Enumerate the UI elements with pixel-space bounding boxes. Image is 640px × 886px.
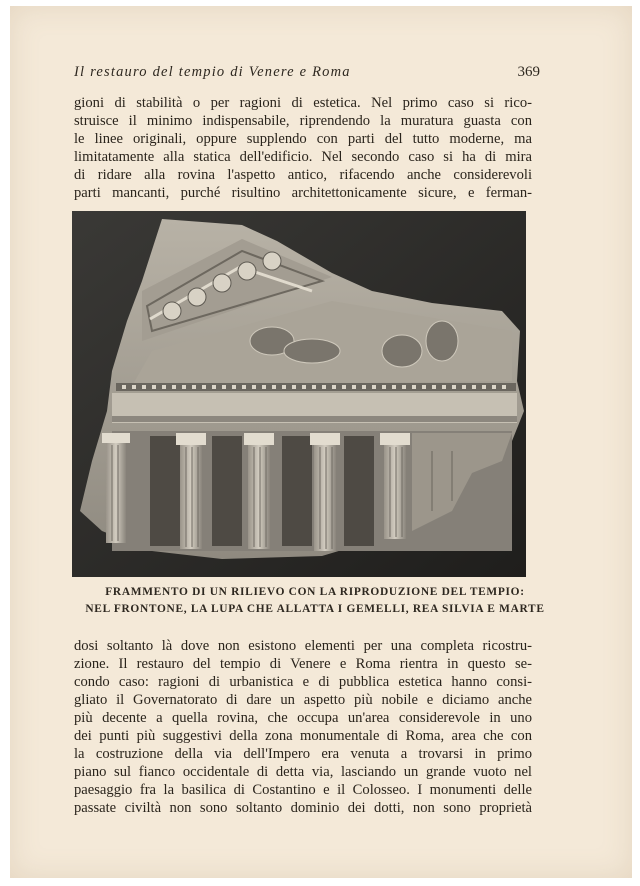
text-line: di ridare alla rovina l'aspetto antico, rifacendo anche considerevoli <box>74 167 532 183</box>
page-header <box>74 64 540 81</box>
text-line: le linee originali, oppure supplendo con parti del tutto moderne, ma <box>74 131 532 147</box>
text-line: dei punti più suggestivi della zona monumentale di Roma, area che con <box>74 728 532 744</box>
page-number: 369 <box>517 64 540 80</box>
text-line: condo caso: ragioni di urbanistica e di pubblica estetica hanno consi- <box>74 674 532 690</box>
text-line: più decente a quella rovina, che occupa un'area considerevole in uno <box>74 710 532 726</box>
text-line: limitatamente alla statica dell'edificio. Nel secondo caso si ha di mira <box>74 149 532 165</box>
running-title: Il restauro del tempio di Venere e Roma <box>74 64 351 80</box>
paragraph-bottom <box>74 637 532 817</box>
figure-caption-line-1: FRAMMENTO DI UN RILIEVO CON LA RIPRODUZIONE DEL TEMPIO: <box>105 586 525 598</box>
text-line: dosi soltanto là dove non esistono elementi per una completa ricostru- <box>74 638 532 654</box>
relief-photograph <box>72 211 526 577</box>
relief-fragment-image <box>72 211 526 577</box>
text-line: paesaggio fra la basilica di Costantino e il Colosseo. I monumenti delle <box>74 782 532 798</box>
text-line: zione. Il restauro del tempio di Venere e Roma rientra in questo se- <box>74 656 532 672</box>
paragraph-top <box>74 94 532 202</box>
text-line: parti mancanti, purché risultino architettonicamente sicure, e ferman- <box>74 185 532 201</box>
text-line: piano sul fianco occidentale di detta via, lasciando un grande vuoto nel <box>74 764 532 780</box>
text-line: la costruzione della via dell'Impero era venuta a trovarsi in primo <box>74 746 532 762</box>
figure-caption-line-2: NEL FRONTONE, LA LUPA CHE ALLATTA I GEMELLI, REA SILVIA E MARTE <box>85 603 545 615</box>
text-line: struisce il minimo indispensabile, riprendendo la muratura guasta con <box>74 113 532 129</box>
book-page <box>10 6 632 878</box>
text-line: gioni di stabilità o per ragioni di estetica. Nel primo caso si rico- <box>74 95 532 111</box>
text-line: passate civiltà non sono soltanto dominio dei dotti, non sono proprietà <box>74 800 532 816</box>
text-line: gliato il Governatorato di dare un aspetto più nobile e diciamo anche <box>74 692 532 708</box>
